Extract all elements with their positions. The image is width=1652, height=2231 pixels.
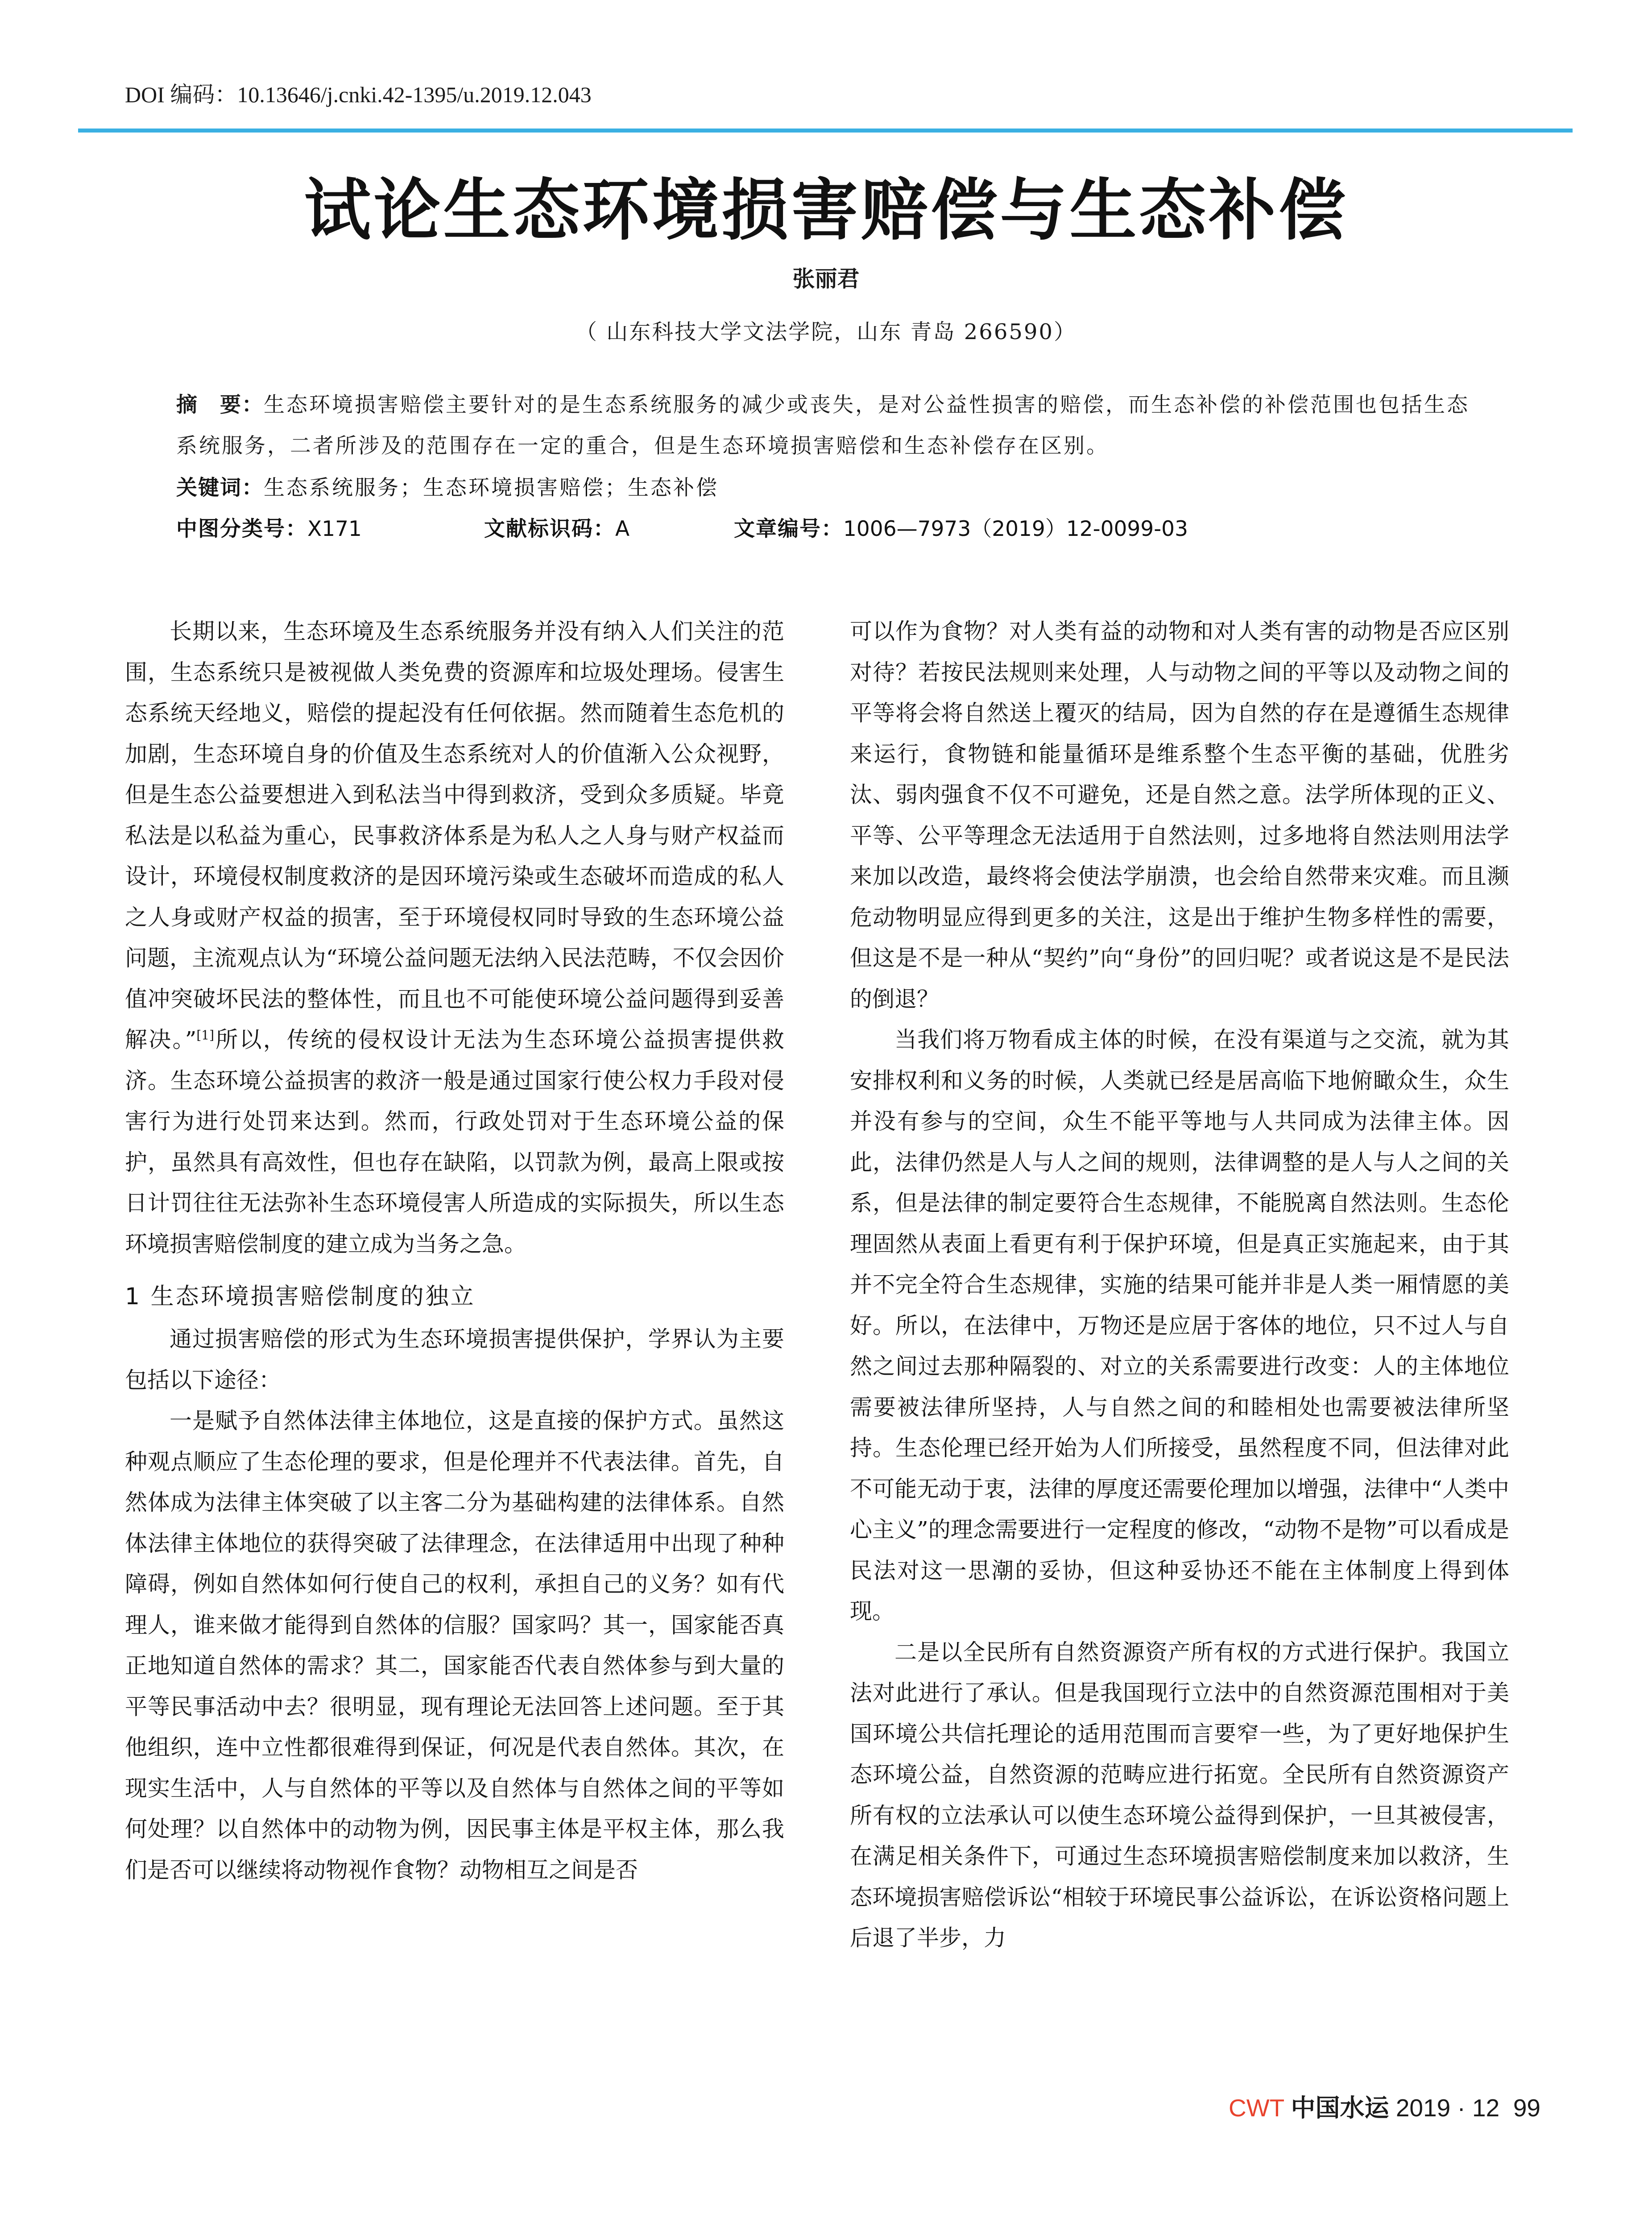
page-number: 99 — [1513, 2094, 1540, 2122]
keywords-label: 关键词： — [176, 476, 264, 500]
page-footer — [1229, 2088, 1540, 2123]
paragraph-text: 所以，传统的侵权设计无法为生态环境公益损害提供救济。生态环境公益损害的救济一般是通过国家行使公权力手段对侵害行为进行处罚来达到。然而，行政处罚对于生态环境公益的保护，虽然具有高效性，但也存在缺陷，以罚款为例，最高上限或按日计罚往往无法弥补生态环境侵害人所造成的实际损失，所以生态环境损害赔偿制度的建立成为当务之急。 — [125, 1027, 785, 1257]
body-paragraph: 二是以全民所有自然资源资产所有权的方式进行保护。我国立法对此进行了承认。但是我国现行立法中的自然资源范围相对于美国环境公共信托理论的适用范围而言要窄一些，为了更好地保护生态环境公益，自然资源的范畴应进行拓宽。全民所有自然资源资产所有权的立法承认可以使生态环境公益得到保护，一旦其被侵害，在满足相关条件下，可通过生态环境损害赔偿制度来加以救济，生态环境损害赔偿诉讼“相较于环境民事公益诉讼，在诉讼资格问题上后退了半步，力 — [850, 1639, 1509, 1951]
author-affiliation: （ 山东科技大学文法学院，山东 青岛 266590） — [575, 319, 1076, 344]
journal-name: 中国水运 — [1291, 2093, 1389, 2122]
article-title: 试论生态环境损害赔偿与生态补偿 — [304, 171, 1348, 249]
section-heading: 1 生态环境损害赔偿制度的独立 — [125, 1283, 476, 1310]
abstract-label: 摘 要： — [176, 393, 264, 417]
article-no-label: 文章编号： — [734, 517, 843, 541]
abstract — [176, 385, 1483, 467]
body-paragraph: 可以作为食物？对人类有益的动物和对人类有害的动物是否应区别对待？若按民法规则来处理，人与动物之间的平等以及动物之间的平等将会将自然送上覆灭的结局，因为自然的存在是遵循生态规律来运行，食物链和能量循环是维系整个生态平衡的基础，优胜劣汰、弱肉强食不仅不可避免，还是自然之意。法学所体现的正义、平等、公平等理念无法适用于自然法则，过多地将自然法则用法学来加以改造，最终将会使法学崩溃，也会给自然带来灾难。而且濒危动物明显应得到更多的关注，这是出于维护生物多样性的需要，但这是不是一种从“契约”向“身份”的回归呢？或者说这是不是民法的倒退？ — [850, 618, 1509, 1012]
body-paragraph — [125, 611, 784, 1265]
body-column-left — [125, 611, 784, 1891]
citation-ref: [1] — [196, 1028, 214, 1043]
keywords — [176, 468, 719, 509]
header-rule — [78, 129, 1573, 133]
doi-line: DOI 编码：10.13646/j.cnki.42-1395/u.2019.12.043 — [125, 82, 592, 107]
doc-code-value: A — [615, 517, 630, 541]
clc-value: X171 — [307, 517, 362, 541]
issue-number: 2019 · 12 — [1395, 2094, 1500, 2122]
author-name: 张丽君 — [792, 266, 860, 292]
clc-group — [176, 509, 484, 550]
doc-code-label: 文献标识码： — [484, 517, 615, 541]
article-no-group — [734, 509, 1188, 550]
doc-code-group — [484, 509, 734, 550]
body-column-right — [850, 611, 1509, 1959]
article-no-value: 1006—7973（2019）12-0099-03 — [843, 517, 1188, 541]
body-paragraph: 当我们将万物看成主体的时候，在没有渠道与之交流，就为其安排权利和义务的时候，人类就已经是居高临下地俯瞰众生，众生并没有参与的空间，众生不能平等地与人共同成为法律主体。因此，法律仍然是人与人之间的规则，法律调整的是人与人之间的关系，但是法律的制定要符合生态规律，不能脱离自然法则。生态伦理固然从表面上看更有利于保护环境，但是真正实施起来，由于其并不完全符合生态规律，实施的结果可能并非是人类一厢情愿的美好。所以，在法律中，万物还是应居于客体的地位，只不过人与自然之间过去那种隔裂的、对立的关系需要进行改变：人的主体地位需要被法律所坚持，人与自然之间的和睦相处也需要被法律所坚持。生态伦理已经开始为人们所接受，虽然程度不同，但法律对此不可能无动于衷，法律的厚度还需要伦理加以增强，法律中“人类中心主义”的理念需要进行一定程度的修改，“动物不是物”可以看成是民法对这一思潮的妥协，但这种妥协还不能在主体制度上得到体现。 — [850, 1027, 1509, 1624]
keywords-text: 生态系统服务；生态环境损害赔偿；生态补偿 — [264, 476, 719, 500]
paragraph-text: 长期以来，生态环境及生态系统服务并没有纳入人们关注的范围，生态系统只是被视做人类免费的资源库和垃圾处理场。侵害生态系统天经地义，赔偿的提起没有任何依据。然而随着生态危机的加剧，生态环境自身的价值及生态系统对人的价值渐入公众视野，但是生态公益要想进入到私法当中得到救济，受到众多质疑。毕竟私法是以私益为重心，民事救济体系是为私人之人身与财产权益而设计，环境侵权制度救济的是因环境污染或生态破坏而造成的私人之人身或财产权益的损害，至于环境侵权同时导致的生态环境公益问题，主流观点认为“环境公益问题无法纳入民法范畴，不仅会因价值冲突破坏民法的整体性，而且也不可能使环境公益问题得到妥善解决。” — [125, 618, 784, 1053]
abstract-text: 生态环境损害赔偿主要针对的是生态系统服务的减少或丧失，是对公益性损害的赔偿，而生态补偿的补偿范围也包括生态系统服务，二者所涉及的范围存在一定的重合，但是生态环境损害赔偿和生态补偿存在区别。 — [176, 393, 1470, 458]
body-paragraph: 一是赋予自然体法律主体地位，这是直接的保护方式。虽然这种观点顺应了生态伦理的要求，但是伦理并不代表法律。首先，自然体成为法律主体突破了以主客二分为基础构建的法律体系。自然体法律主体地位的获得突破了法律理念，在法律适用中出现了种种障碍，例如自然体如何行使自己的权利，承担自己的义务？如有代理人，谁来做才能得到自然体的信服？国家吗？其一，国家能否真正地知道自然体的需求？其二，国家能否代表自然体参与到大量的平等民事活动中去？很明显，现有理论无法回答上述问题。至于其他组织，连中立性都很难得到保证，何况是代表自然体。其次，在现实生活中，人与自然体的平等以及自然体与自然体之间的平等如何处理？以自然体中的动物为例，因民事主体是平权主体，那么我们是否可以继续将动物视作食物？动物相互之间是否 — [125, 1408, 784, 1883]
body-paragraph: 通过损害赔偿的形式为生态环境损害提供保护，学界认为主要包括以下途径： — [125, 1326, 784, 1393]
clc-label: 中图分类号： — [176, 517, 307, 541]
classification-line — [176, 509, 1188, 550]
journal-code: CWT — [1229, 2094, 1284, 2122]
